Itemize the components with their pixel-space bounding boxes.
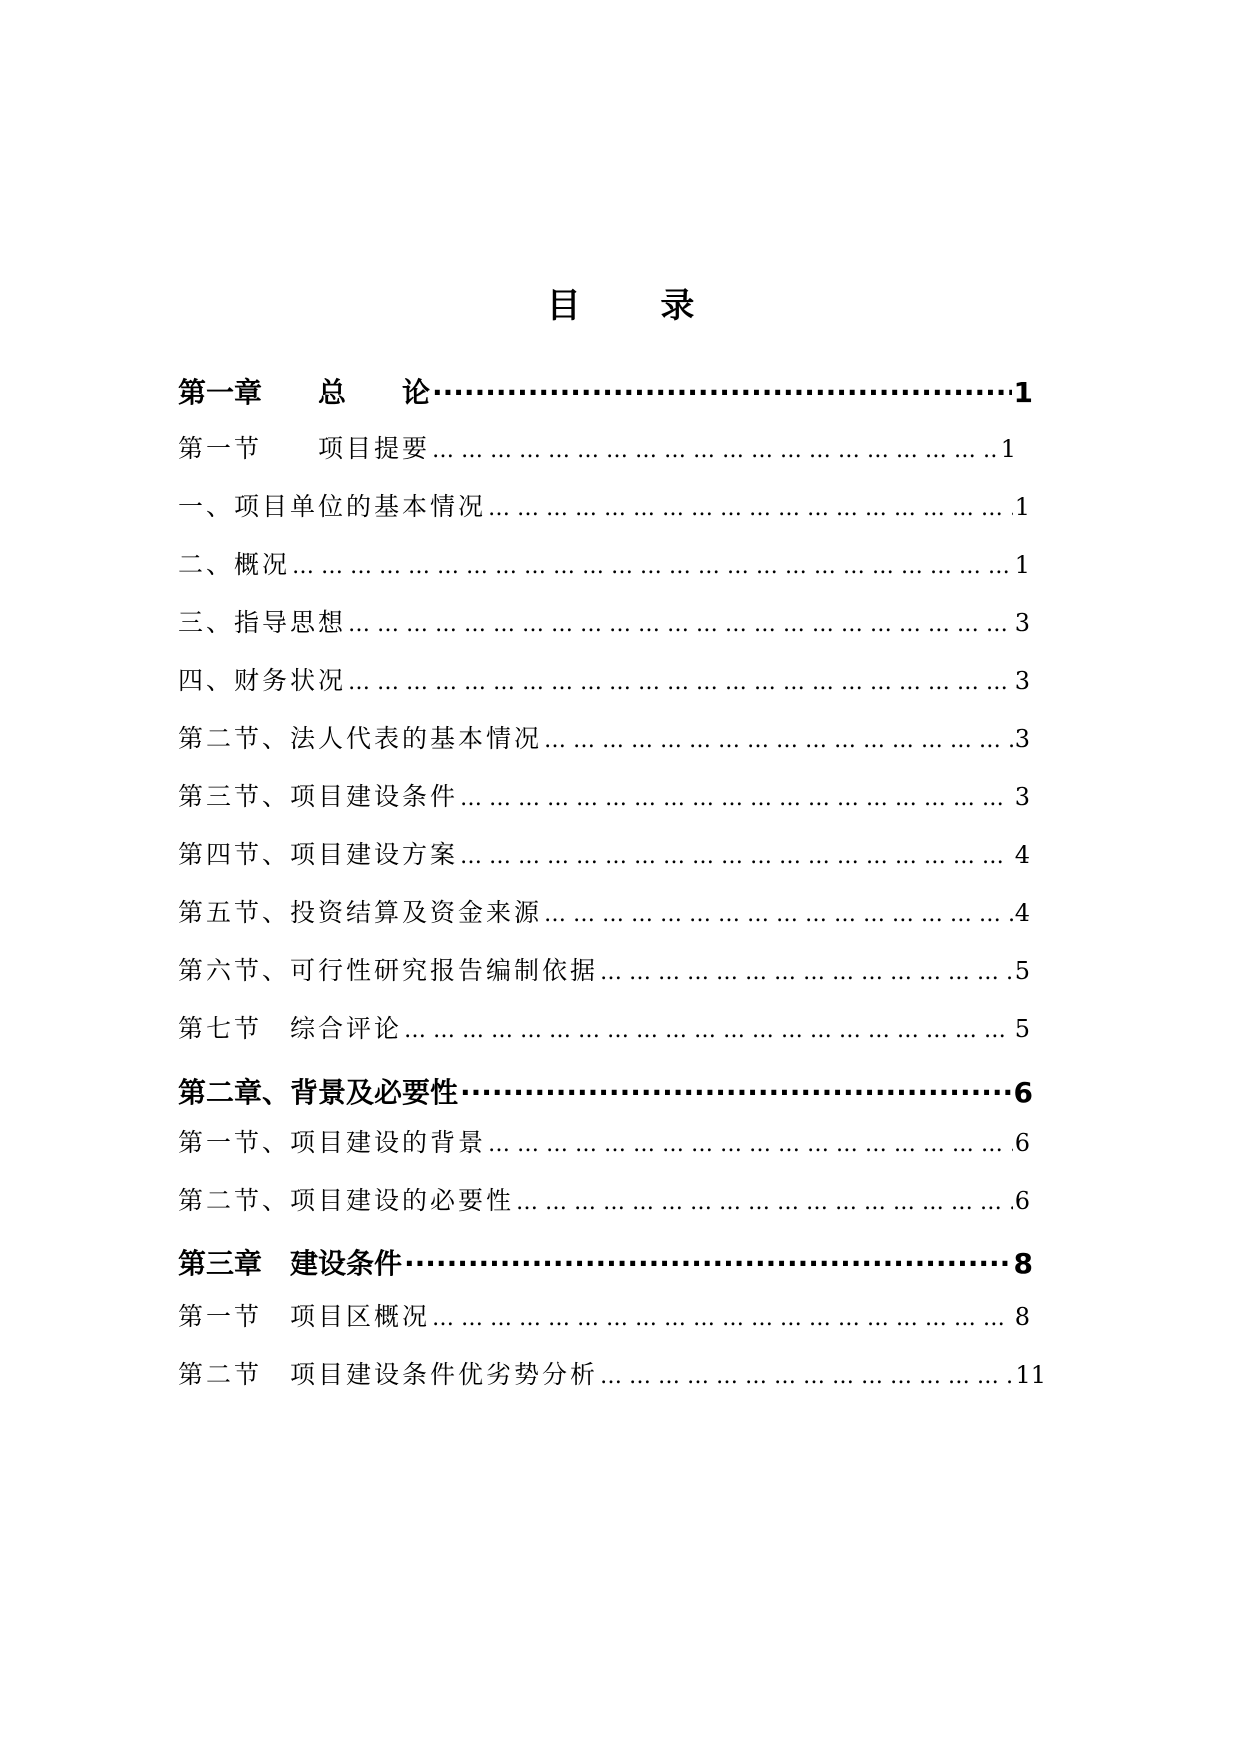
toc-leader xyxy=(600,954,1013,990)
toc-entry-page: 3 xyxy=(1014,725,1030,753)
toc-entry-page: 6 xyxy=(1014,1187,1030,1215)
toc-leader xyxy=(404,1245,1012,1283)
toc-entry-page: 6 xyxy=(1014,1129,1030,1157)
toc-leader xyxy=(404,1012,1013,1048)
toc-entry-page: 5 xyxy=(1014,1015,1030,1043)
toc-entry-page: 8 xyxy=(1013,1247,1033,1280)
toc-entry-page: 8 xyxy=(1014,1303,1030,1331)
toc-leader xyxy=(460,838,1013,874)
toc-entry[interactable] xyxy=(178,722,1030,756)
toc-entry-page: 5 xyxy=(1014,957,1030,985)
toc-entry-page: 1 xyxy=(1014,493,1030,521)
toc-title: 目 录 xyxy=(546,286,729,326)
toc-entry[interactable] xyxy=(178,1074,1033,1112)
toc-entry[interactable] xyxy=(178,838,1030,872)
toc-entry-label: 第二章、背景及必要性 xyxy=(178,1076,459,1109)
toc-entry[interactable] xyxy=(178,548,1030,582)
toc-entry-label: 第二节、法人代表的基本情况 xyxy=(178,724,543,753)
toc-entry-label: 第一节 项目区概况 xyxy=(178,1302,431,1331)
toc-entry-page: 1 xyxy=(1000,435,1016,463)
toc-entry[interactable] xyxy=(178,1300,1030,1334)
toc-entry-label: 第二节、项目建设的必要性 xyxy=(178,1186,515,1215)
toc-entry-label: 第三节、项目建设条件 xyxy=(178,782,459,811)
toc-entry[interactable] xyxy=(178,1126,1030,1160)
toc-leader xyxy=(348,664,1013,700)
toc-entry[interactable] xyxy=(178,896,1030,930)
toc-entry[interactable] xyxy=(178,432,1016,466)
toc-entry-label: 第五节、投资结算及资金来源 xyxy=(178,898,543,927)
toc-entry[interactable] xyxy=(178,374,1033,412)
toc-leader xyxy=(460,780,1013,816)
toc-entry-label: 第一章 总 论 xyxy=(178,376,431,409)
toc-entry-page: 11 xyxy=(1015,1361,1046,1389)
toc-entry[interactable] xyxy=(178,1358,1046,1392)
toc-leader xyxy=(488,1126,1013,1162)
toc-entry[interactable] xyxy=(178,1012,1030,1046)
toc-entry-page: 1 xyxy=(1013,376,1033,409)
toc-entry-page: 1 xyxy=(1014,551,1030,579)
toc-entry-label: 四、财务状况 xyxy=(178,666,347,695)
toc-entry-page: 3 xyxy=(1014,667,1030,695)
toc-leader xyxy=(544,722,1013,758)
toc-entry-label: 三、指导思想 xyxy=(178,608,347,637)
toc-leader xyxy=(432,432,999,468)
toc-leader xyxy=(348,606,1013,642)
toc-leader xyxy=(488,490,1013,526)
toc-entry[interactable] xyxy=(178,1245,1033,1283)
toc-leader xyxy=(292,548,1013,584)
toc-entry[interactable] xyxy=(178,606,1030,640)
toc-entry-label: 第六节、可行性研究报告编制依据 xyxy=(178,956,599,985)
toc-entry[interactable] xyxy=(178,1184,1030,1218)
toc-leader xyxy=(432,1300,1013,1336)
toc-leader xyxy=(460,1074,1012,1112)
toc-entry-label: 第三章 建设条件 xyxy=(178,1247,403,1280)
toc-entry[interactable] xyxy=(178,954,1030,988)
toc-entry-page: 6 xyxy=(1013,1076,1033,1109)
toc-leader xyxy=(432,374,1012,412)
toc-entry-label: 第四节、项目建设方案 xyxy=(178,840,459,869)
toc-leader xyxy=(544,896,1013,932)
toc-entry-label: 二、概况 xyxy=(178,550,291,579)
toc-entry-label: 第七节 综合评论 xyxy=(178,1014,403,1043)
toc-leader xyxy=(516,1184,1013,1220)
toc-entry-label: 第二节 项目建设条件优劣势分析 xyxy=(178,1360,599,1389)
toc-entry-page: 3 xyxy=(1014,609,1030,637)
toc-leader xyxy=(600,1358,1013,1394)
toc-entry[interactable] xyxy=(178,664,1030,698)
toc-entry-page: 4 xyxy=(1014,841,1030,869)
toc-entry[interactable] xyxy=(178,490,1030,524)
toc-entry-page: 4 xyxy=(1014,899,1030,927)
toc-entry-label: 第一节、项目建设的背景 xyxy=(178,1128,487,1157)
toc-entry[interactable] xyxy=(178,780,1030,814)
toc-entry-label: 第一节 项目提要 xyxy=(178,434,431,463)
toc-entry-label: 一、项目单位的基本情况 xyxy=(178,492,487,521)
toc-entry-page: 3 xyxy=(1014,783,1030,811)
